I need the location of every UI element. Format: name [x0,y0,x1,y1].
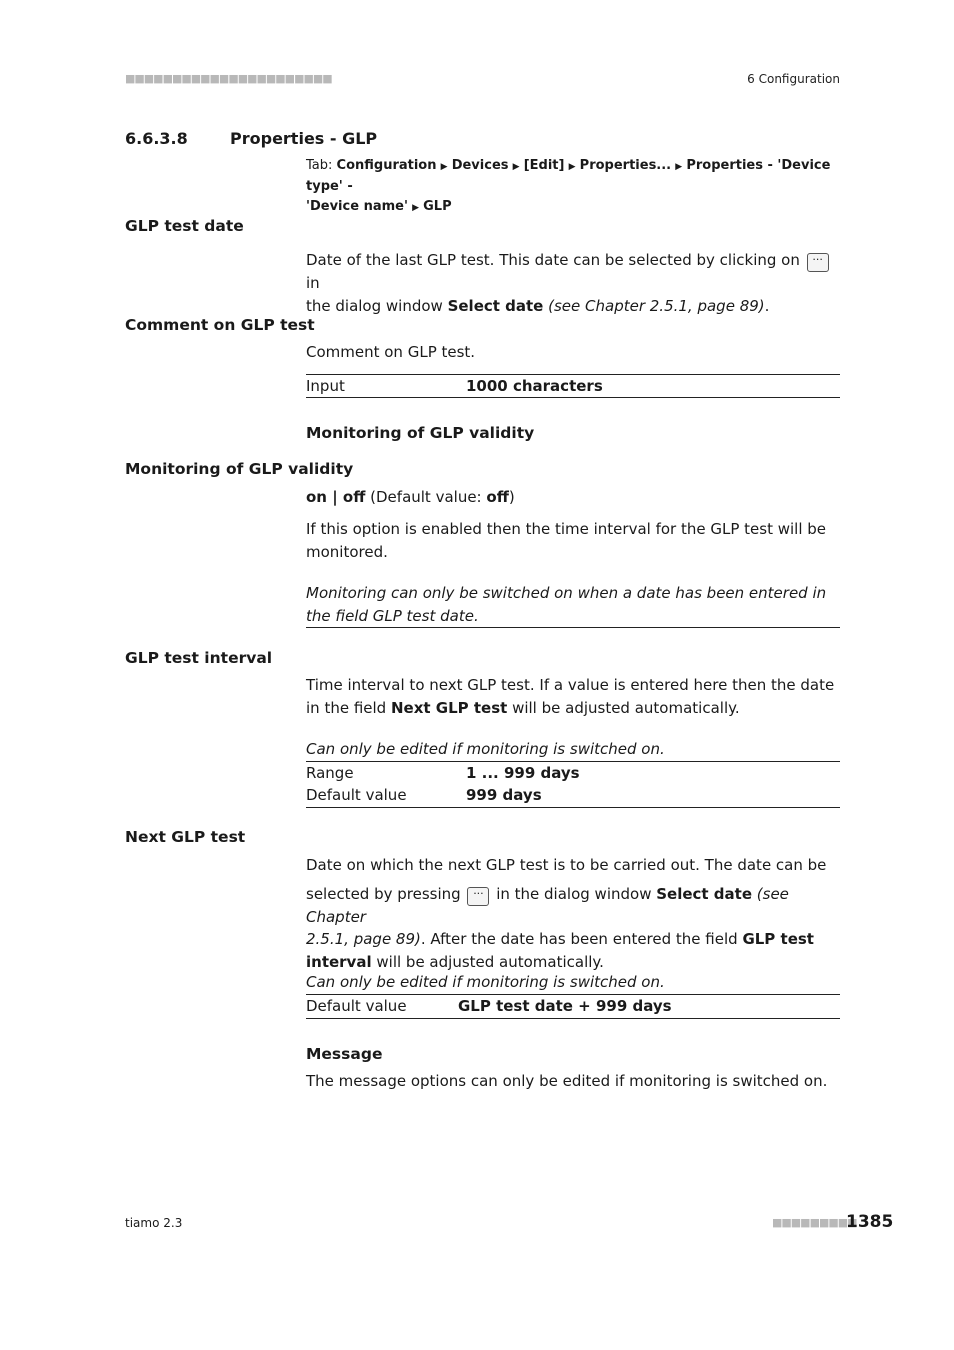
tab-path-step: Properties - 'Device type' - [306,158,831,194]
table-key: Input [306,377,345,395]
monitoring-note: Monitoring can only be switched on when a date has been entered in the field GLP test date. [306,584,827,625]
arrow-right-icon: ▶ [440,162,448,172]
table-row [306,784,840,806]
text-run: Select date [656,884,753,903]
monitoring-description: If this option is enabled then the time interval for the GLP test will be monitored. [306,520,827,561]
next-description [306,854,840,973]
text-run: GLP test [742,930,814,948]
table-value: 1 ... 999 days [466,764,580,782]
monitoring-heading: Monitoring of GLP validity [125,460,354,478]
text-run: . After the date has been entered the field [420,930,743,948]
footer-decoration: ■■■■■■■■■ [772,1216,857,1229]
table-rule [306,1018,840,1019]
text-run: the dialog window [306,296,448,315]
table-value: GLP test date + 999 days [458,997,672,1015]
chapter-reference-link[interactable]: (see Chapter [306,884,789,926]
table-key: Default value [306,997,407,1015]
comment-description: Comment on GLP test. [306,343,476,361]
next-heading: Next GLP test [125,828,246,846]
tab-path-step: [Edit] [523,158,565,173]
table-row [306,995,840,1017]
interval-note: Can only be edited if monitoring is switched on. [306,740,665,758]
text-run: in [306,274,320,292]
footer-product: tiamo 2.3 [125,1216,183,1230]
header-chapter: 6 Configuration [747,72,840,86]
header-decoration: ■■■■■■■■■■■■■■■■■■■■■■ [125,72,332,85]
glp-test-date-heading: GLP test date [125,217,244,235]
text-run: in the dialog window [491,884,657,903]
tab-path-step: 'Device name' [306,199,408,214]
next-note: Can only be edited if monitoring is switched on. [306,973,665,991]
text-run: interval [306,952,372,971]
arrow-right-icon: ▶ [675,162,683,172]
text-run: Next GLP test [390,698,508,717]
text-run: (Default value: [365,488,487,506]
tab-path [306,156,840,218]
text-run: will be adjusted automatically. [507,698,740,717]
tab-path-prefix: Tab: [306,158,337,173]
ellipsis-button-icon: ··· [467,887,489,906]
text-run: Date on which the next GLP test is to be carried out. The date can be [306,856,827,874]
text-run: on [306,488,327,506]
table-row [306,375,840,397]
section-number: 6.6.3.8 [125,129,188,148]
interval-description [306,674,840,719]
text-run: Time interval to next GLP test. If a value is entered here then the date in the field [306,676,835,717]
monitoring-subheading: Monitoring of GLP validity [306,424,535,442]
text-run: off [486,488,509,506]
text-run: selected by pressing [306,884,466,903]
text-run: Select date [447,296,544,315]
chapter-reference-link[interactable]: (see Chapter 2.5.1, page 89) [543,296,765,315]
interval-heading: GLP test interval [125,649,273,667]
table-rule [306,397,840,398]
glp-test-date-description [306,249,840,317]
section-title: Properties - GLP [230,129,378,148]
arrow-right-icon: ▶ [512,162,520,172]
text-run: ) [508,488,515,506]
text-run: off [342,488,366,506]
table-row [306,762,840,784]
table-key: Range [306,764,354,782]
ellipsis-button-icon: ··· [807,253,829,272]
table-value: 999 days [466,786,542,804]
table-value: 1000 characters [466,377,603,395]
table-rule [306,627,840,628]
chapter-reference-link[interactable]: 2.5.1, page 89) [306,930,421,948]
text-run: Date of the last GLP test. This date can be selected by clicking on [306,251,805,269]
arrow-right-icon: ▶ [568,162,576,172]
table-rule [306,807,840,808]
text-run: will be adjusted automatically. [371,952,604,971]
message-heading: Message [306,1045,383,1063]
table-key: Default value [306,786,407,804]
arrow-right-icon: ▶ [412,203,419,213]
message-description: The message options can only be edited if monitoring is switched on. [306,1072,828,1090]
tab-path-step: Properties... [579,158,672,173]
text-run: | [326,488,343,506]
tab-path-step: GLP [423,199,452,214]
monitoring-options [306,486,840,509]
comment-heading: Comment on GLP test [125,316,315,334]
page-number: 1385 [846,1212,894,1232]
text-run: . [764,296,770,315]
tab-path-step: Devices [451,158,509,173]
tab-path-step: Configuration [336,158,437,173]
